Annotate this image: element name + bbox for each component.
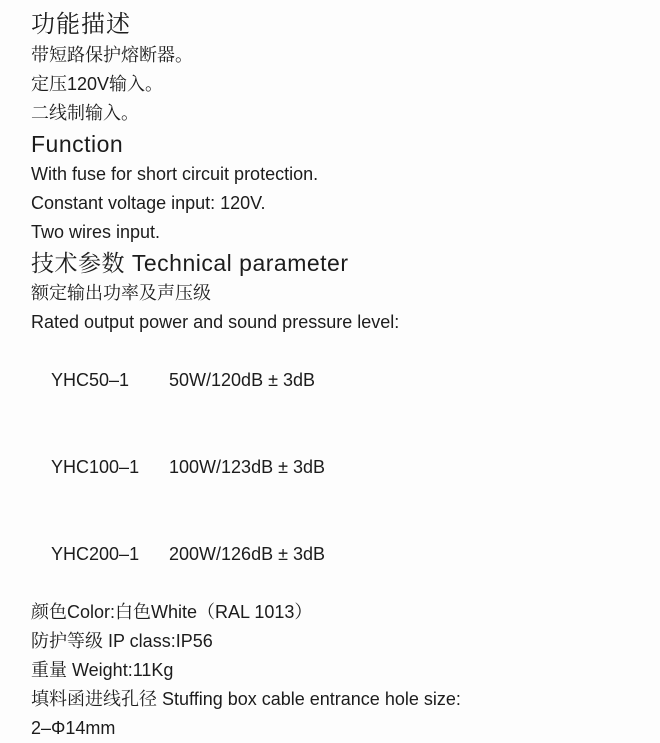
cable-entrance-size: 2–Φ14mm [31,718,116,738]
function-heading-cn: 功能描述 [31,11,131,38]
function-en-line-wires: Two wires input. [31,222,161,242]
rated-output-label-cn: 额定输出功率及声压级 [31,283,211,303]
function-cn-line-wires: 二线制输入。 [31,103,139,123]
model-number: YHC100–1 [51,457,140,477]
model-spec-row [31,337,640,424]
function-cn-line-voltage: 定压120V输入。 [31,74,164,94]
model-spec-row [31,511,640,598]
model-spec: 100W/123dB ± 3dB [169,457,325,477]
model-number: YHC50–1 [51,370,130,390]
model-spec: 50W/120dB ± 3dB [169,370,315,390]
model-spec-row [31,424,640,511]
function-heading-en: Function [31,131,124,157]
function-cn-line-fuse: 带短路保护熔断器。 [31,45,193,65]
rated-output-label-en: Rated output power and sound pressure level: [31,312,400,332]
weight-attribute: 重量 Weight:11Kg [31,660,174,680]
function-en-line-fuse: With fuse for short circuit protection. [31,164,319,184]
model-number: YHC200–1 [51,544,140,564]
ip-class-attribute: 防护等级 IP class:IP56 [31,631,213,651]
technical-parameter-heading: 技术参数 Technical parameter [31,250,349,276]
model-spec: 200W/126dB ± 3dB [169,544,325,564]
color-attribute: 颜色Color:白色White（RAL 1013） [31,602,313,622]
function-en-line-voltage: Constant voltage input: 120V. [31,193,266,213]
cable-entrance-attribute: 填料函进线孔径 Stuffing box cable entrance hole size: [31,689,461,709]
